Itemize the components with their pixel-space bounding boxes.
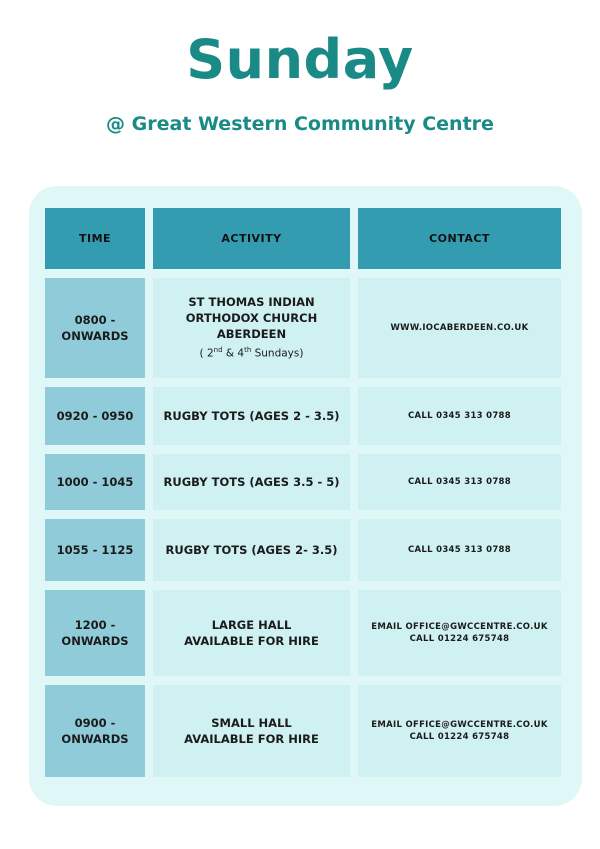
time-line: ONWARDS (61, 732, 129, 746)
contact-phone: CALL 01224 675748 (409, 634, 510, 644)
table-row-time (45, 685, 145, 777)
table-row-contact: CALL 0345 313 0788 (358, 454, 561, 510)
venue-subtitle: @ Great Western Community Centre (106, 113, 494, 135)
table-row-time: 1055 - 1125 (45, 519, 145, 581)
table-row-contact (358, 278, 561, 378)
column-header-time: TIME (45, 208, 145, 269)
table-row-time (45, 590, 145, 676)
time-line: ONWARDS (61, 634, 129, 648)
page-title: Sunday (186, 28, 414, 91)
table-row-activity: RUGBY TOTS (AGES 2- 3.5) (153, 519, 350, 581)
time-line: 1200 - (74, 618, 116, 632)
table-row-time: 1000 - 1045 (45, 454, 145, 510)
activity-line: AVAILABLE FOR HIRE (184, 634, 319, 648)
time-line: 0800 - (74, 313, 116, 327)
contact-email[interactable]: EMAIL OFFICE@GWCCENTRE.CO.UK (371, 720, 548, 730)
table-row-contact (358, 685, 561, 777)
activity-line: ORTHODOX CHURCH (185, 311, 318, 326)
activity-line: LARGE HALL (211, 618, 292, 632)
column-header-activity: ACTIVITY (153, 208, 350, 269)
table-row-contact: CALL 0345 313 0788 (358, 519, 561, 581)
table-row-activity (153, 278, 350, 378)
table-row-contact (358, 590, 561, 676)
table-row-activity: RUGBY TOTS (AGES 3.5 - 5) (153, 454, 350, 510)
activity-note: ( 2nd & 4th Sundays) (199, 346, 304, 360)
contact-link[interactable]: WWW.IOCABERDEEN.CO.UK (390, 323, 529, 333)
activity-line: ST THOMAS INDIAN (188, 295, 315, 310)
table-row-time (45, 278, 145, 378)
column-header-contact: CONTACT (358, 208, 561, 269)
activity-line: ABERDEEN (216, 327, 287, 342)
table-row-activity: RUGBY TOTS (AGES 2 - 3.5) (153, 387, 350, 445)
activity-line: SMALL HALL (211, 716, 292, 730)
table-row-activity (153, 685, 350, 777)
activity-line: AVAILABLE FOR HIRE (184, 732, 319, 746)
time-line: ONWARDS (61, 329, 129, 343)
time-line: 0900 - (74, 716, 116, 730)
contact-phone: CALL 01224 675748 (409, 732, 510, 742)
table-row-activity (153, 590, 350, 676)
table-row-contact: CALL 0345 313 0788 (358, 387, 561, 445)
contact-email[interactable]: EMAIL OFFICE@GWCCENTRE.CO.UK (371, 622, 548, 632)
table-row-time: 0920 - 0950 (45, 387, 145, 445)
